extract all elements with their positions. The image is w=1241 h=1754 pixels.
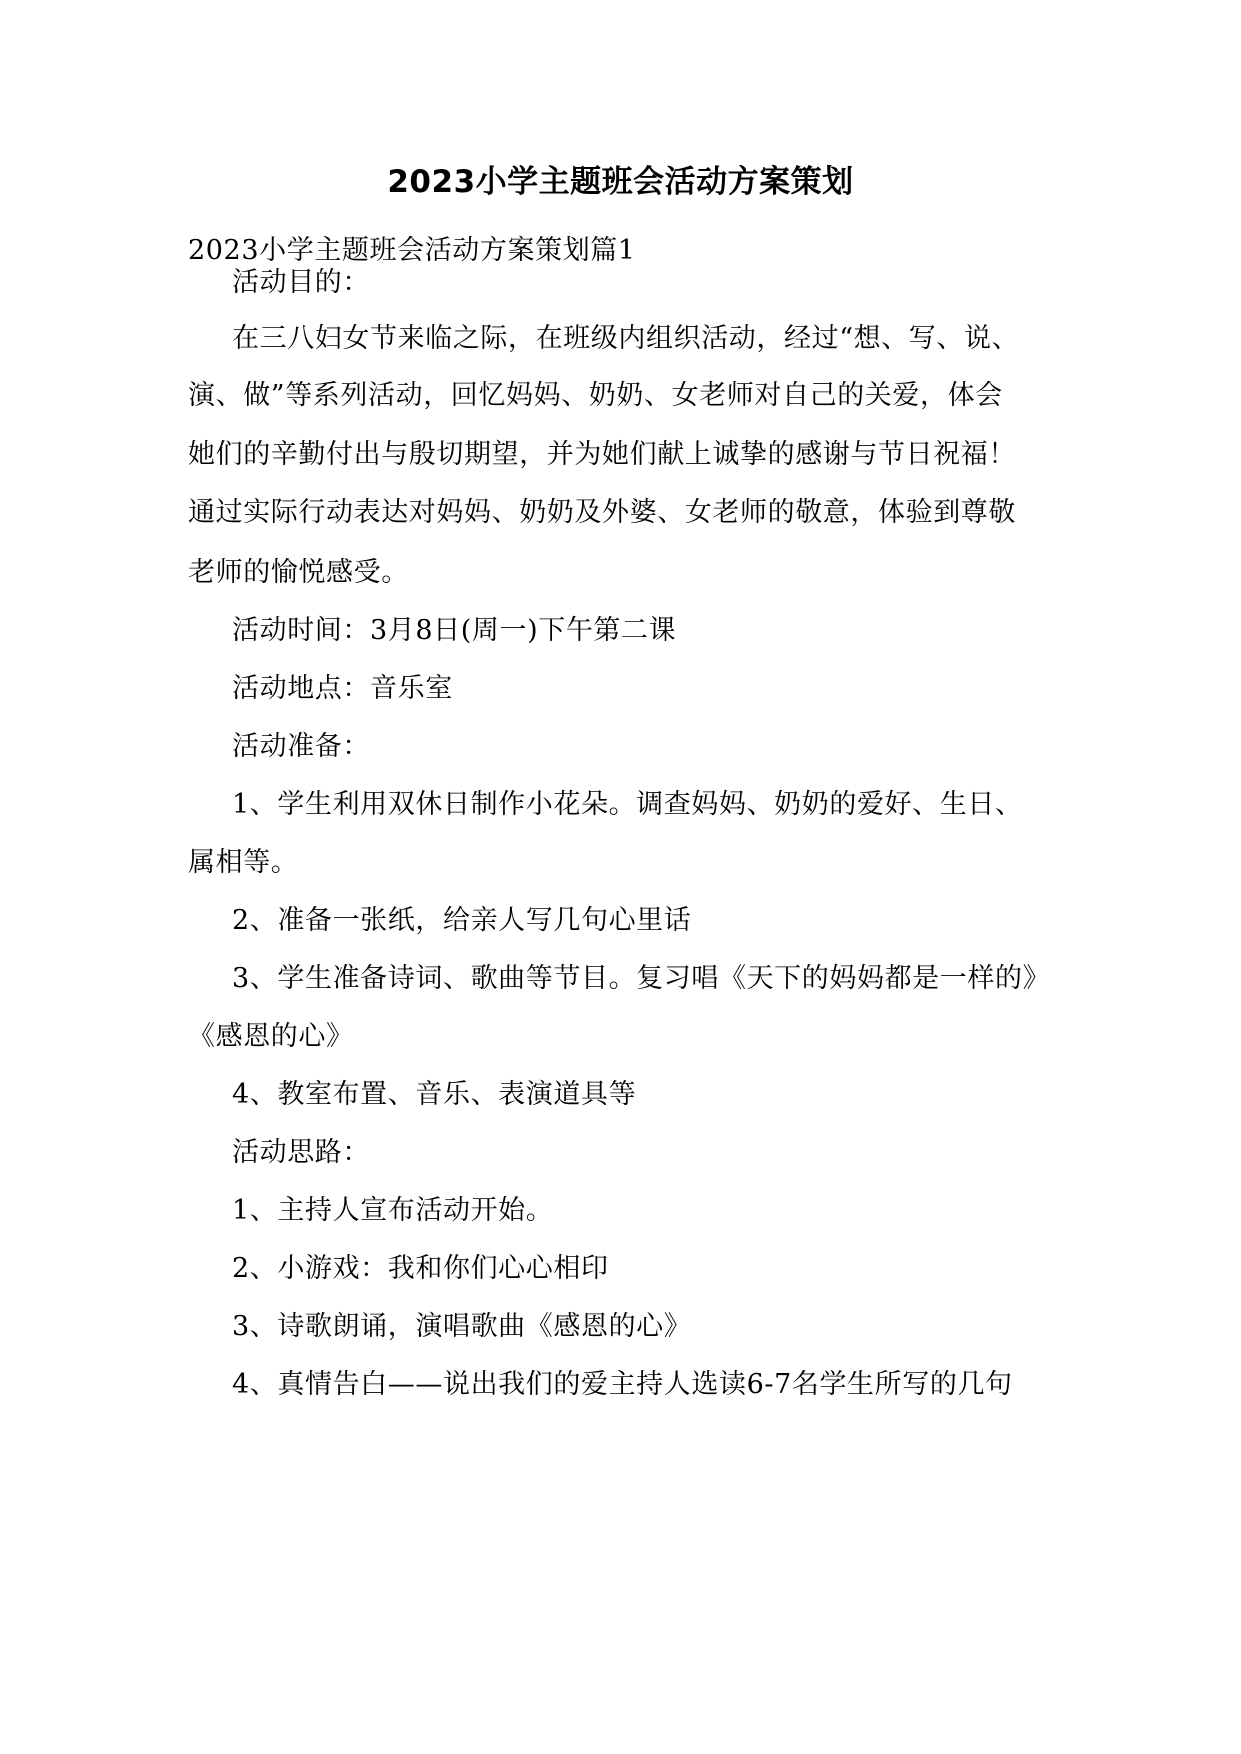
paragraph-line: 演、做”等系列活动，回忆妈妈、奶奶、女老师对自己的关爱，体会 xyxy=(188,380,1003,411)
paragraph-line: 4、教室布置、音乐、表演道具等 xyxy=(232,1079,637,1110)
paragraph-line: 《感恩的心》 xyxy=(188,1021,354,1052)
paragraph-line: 通过实际行动表达对妈妈、奶奶及外婆、女老师的敬意，体验到尊敬 xyxy=(188,497,1016,528)
paragraph-line: 活动准备： xyxy=(232,731,370,762)
paragraph-line: 活动地点：音乐室 xyxy=(232,673,453,704)
paragraph-line: 3、学生准备诗词、歌曲等节目。复习唱《天下的妈妈都是一样的》 xyxy=(232,963,1051,994)
document-title: 2023小学主题班会活动方案策划 xyxy=(387,164,854,200)
section-heading: 2023小学主题班会活动方案策划篇1 xyxy=(188,235,636,266)
paragraph-line: 1、主持人宣布活动开始。 xyxy=(232,1195,554,1226)
paragraph-line: 活动思路： xyxy=(232,1137,370,1168)
paragraph-line: 3、诗歌朗诵，演唱歌曲《感恩的心》 xyxy=(232,1311,692,1342)
paragraph-line: 1、学生利用双休日制作小花朵。调查妈妈、奶奶的爱好、生日、 xyxy=(232,789,1023,820)
paragraph-line: 属相等。 xyxy=(188,847,299,878)
paragraph-line: 在三八妇女节来临之际，在班级内组织活动，经过“想、写、说、 xyxy=(232,323,1020,354)
paragraph-line: 2、准备一张纸，给亲人写几句心里话 xyxy=(232,905,692,936)
paragraph-line: 老师的愉悦感受。 xyxy=(188,557,409,588)
paragraph-line: 活动目的： xyxy=(232,267,370,298)
paragraph-line: 活动时间：3月8日(周一)下午第二课 xyxy=(232,615,677,646)
paragraph-line: 她们的辛勤付出与殷切期望，并为她们献上诚挚的感谢与节日祝福！ xyxy=(188,439,1016,470)
paragraph-line: 4、真情告白——说出我们的爱主持人选读6-7名学生所写的几句 xyxy=(232,1369,1013,1400)
paragraph-line: 2、小游戏：我和你们心心相印 xyxy=(232,1253,609,1284)
